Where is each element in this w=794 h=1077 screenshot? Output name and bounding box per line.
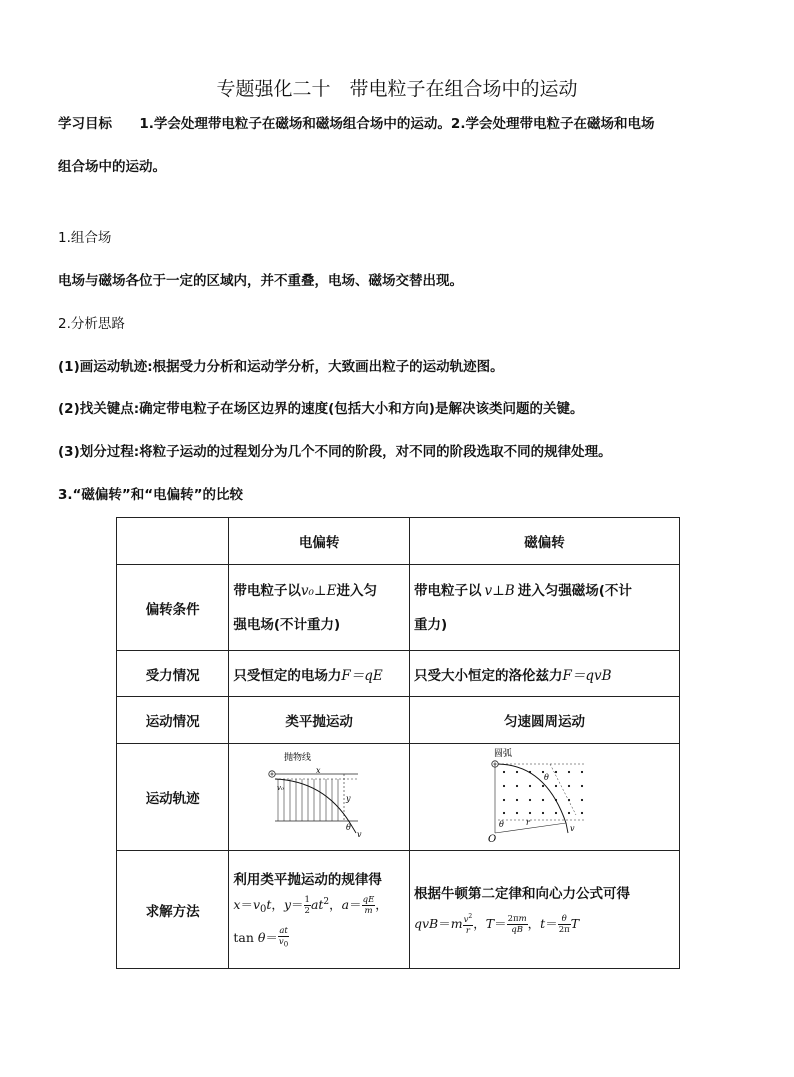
- fig-theta-label-2: θ: [544, 773, 550, 782]
- arc-diagram: [484, 747, 604, 843]
- fig-center-label: O: [488, 834, 497, 843]
- method-magnetic-text: 根据牛顿第二定律和向心力公式可得: [413, 885, 630, 902]
- method-magnetic-formula: qvB＝m $\frac{v^2}{r}$ ，T＝ $\frac{2\pi m}{qB}$ ，t＝ $\frac{\theta}{2\pi}$ T: [413, 913, 580, 936]
- trajectory-magnetic: [409, 744, 679, 851]
- section2-item-1: (1)画运动轨迹:根据受力分析和运动学分析，大致画出粒子的运动轨迹图。: [58, 359, 504, 375]
- section1-heading: 1.组合场: [58, 230, 112, 246]
- section3-heading: 3.“磁偏转”和“电偏转”的比较: [58, 487, 244, 503]
- force-magnetic-math: F＝qvB: [562, 667, 612, 684]
- row-condition-label: 偏转条件: [117, 565, 229, 651]
- objectives-line-1: [58, 112, 654, 132]
- page-title: 专题强化二十 带电粒子在组合场中的运动: [216, 78, 578, 100]
- velocity-vector-2: [566, 823, 568, 833]
- row-motion: [117, 697, 680, 744]
- header-electric: 电偏转: [229, 518, 410, 565]
- condition-electric-math: v₀⊥E: [300, 582, 337, 599]
- fig-y-label: y: [346, 794, 351, 803]
- radius-line-2: [495, 823, 566, 833]
- section1-text: 电场与磁场各位于一定的区域内，并不重叠，电场、磁场交替出现。: [58, 273, 463, 289]
- header-magnetic: 磁偏转: [409, 518, 679, 565]
- method-electric-text: 利用类平抛运动的规律得: [233, 871, 382, 888]
- row-force: [117, 651, 680, 697]
- magnetic-field-dots: [503, 771, 583, 814]
- fig-theta-label: θ: [346, 823, 351, 832]
- fig-v-label: v: [357, 830, 362, 839]
- section2-item-2: (2)找关键点:确定带电粒子在场区边界的速度(包括大小和方向)是解决该类问题的关键。: [58, 401, 584, 417]
- parabola-diagram: [264, 749, 374, 841]
- row-condition: [117, 565, 680, 651]
- method-magnetic: [409, 851, 679, 969]
- method-electric-formula-2: tan θ＝ $\frac{at}{v_0}$: [233, 926, 289, 949]
- condition-magnetic-text-a: 带电粒子以: [413, 582, 482, 599]
- fig-v-label-2: v: [570, 824, 575, 833]
- electric-field-lines: [278, 779, 338, 821]
- motion-magnetic: 匀速圆周运动: [409, 697, 679, 744]
- motion-electric: 类平抛运动: [229, 697, 410, 744]
- fig-v0-label: v₀: [277, 784, 284, 792]
- condition-electric-text-c: 强电场(不计重力): [233, 616, 341, 633]
- method-electric: [229, 851, 410, 969]
- arc-label: 圆弧: [494, 749, 513, 759]
- row-trajectory-label: 运动轨迹: [117, 744, 229, 851]
- force-electric-math: F＝qE: [341, 667, 383, 684]
- row-force-label: 受力情况: [117, 651, 229, 697]
- condition-magnetic-math: v⊥B: [484, 582, 515, 599]
- condition-magnetic-text-c: 重力): [413, 616, 448, 633]
- objectives-text-1: 1.学会处理带电粒子在磁场和磁场组合场中的运动。2.学会处理带电粒子在磁场和电场: [139, 116, 655, 132]
- fig-x-label: x: [316, 766, 321, 775]
- condition-electric: [229, 565, 410, 651]
- row-trajectory: [117, 744, 680, 851]
- condition-magnetic: [409, 565, 679, 651]
- parabola-label: 抛物线: [284, 753, 312, 763]
- section2-item-3: (3)划分过程:将粒子运动的过程划分为几个不同的阶段，对不同的阶段选取不同的规律处理。: [58, 444, 612, 460]
- row-method: [117, 851, 680, 969]
- table-header-row: [117, 518, 680, 565]
- condition-electric-text-b: 进入匀: [336, 582, 377, 599]
- force-electric-text: 只受恒定的电场力: [233, 667, 342, 684]
- condition-electric-text-a: 带电粒子以: [233, 582, 301, 599]
- force-magnetic-text: 只受大小恒定的洛伦兹力: [413, 667, 563, 684]
- objectives-label: 学习目标: [58, 116, 112, 132]
- condition-magnetic-text-b: 进入匀强磁场(不计: [517, 582, 632, 599]
- comparison-table: [116, 517, 680, 969]
- trajectory-electric: [229, 744, 410, 851]
- velocity-vector: [350, 823, 356, 833]
- force-magnetic: [409, 651, 679, 697]
- force-electric: [229, 651, 410, 697]
- row-motion-label: 运动情况: [117, 697, 229, 744]
- objectives-text-2: 组合场中的运动。: [58, 159, 166, 175]
- fig-r-label: r: [526, 818, 531, 827]
- row-method-label: 求解方法: [117, 851, 229, 969]
- fig-theta-label-3: θ: [499, 820, 505, 829]
- parabola-path: [275, 779, 350, 823]
- method-electric-formula-1: $x=v_0t$，y＝ $\frac{1}{2}$ $at^2$，a＝ $\frac{qE}{m}$ ，: [233, 894, 388, 916]
- section2-heading: 2.分析思路: [58, 316, 125, 332]
- table-corner-cell: [117, 518, 229, 565]
